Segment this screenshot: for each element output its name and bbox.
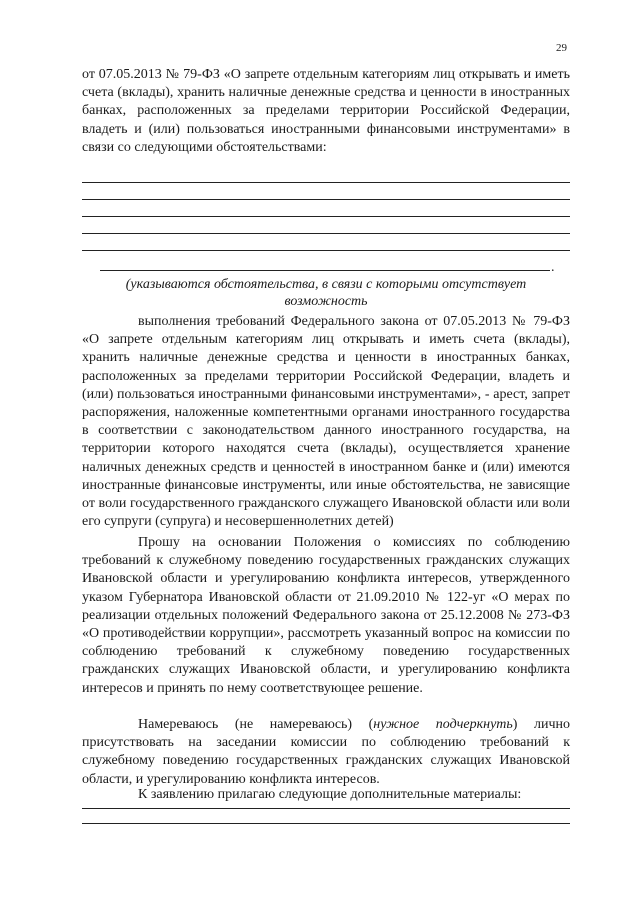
intro-paragraph: от 07.05.2013 № 79-ФЗ «О запрете отдельным категориям лиц открывать и иметь счета (вклады), хранить наличные денежные средства и ценности в иностранных банках, расположенных за пределами территории Российской Федерации, владеть и (или) пользоваться иностранными финансовыми инструментами» в связи со следующими обстоятельствами: <box>82 67 570 155</box>
main-paragraph: выполнения требований Федерального закона от 07.05.2013 № 79-ФЗ «О запрете отдельным категориям лиц открывать и иметь счета (вклады), хранить наличные денежные средства и ценности в иностранных банках, расположенных за пределами территории Российской Федерации, владеть и (или) пользоваться иностранными финансовыми инструментами», - арест, запрет распоряжения, наложенные компетентными органами иностранного государства в соответствии с законодательством данного иностранного государства, на территории которого находятся счета (вклады), осуществляется хранение наличных денежных средств и ценностей в иностранном банке и (или) имеются иностранные финансовые инструменты, или иные обстоятельства, не зависящие от воли государственного гражданского служащего Ивановской области или воли его супруги (супруга) и несовершеннолетних детей) <box>82 314 570 530</box>
intent-paragraph <box>82 716 570 789</box>
caption-dot: . <box>551 260 555 275</box>
blank-line-3 <box>82 216 570 217</box>
intent-paragraph-block <box>82 716 570 789</box>
blank-line-4 <box>82 233 570 234</box>
caption-line-2: возможность <box>284 294 368 309</box>
blank-line-6 <box>100 270 550 271</box>
caption-line-1: (указываются обстоятельства, в связи с которыми отсутствует <box>125 277 527 292</box>
blank-line-7 <box>82 808 570 809</box>
request-paragraph: Прошу на основании Положения о комиссиях по соблюдению требований к служебному поведению государственных гражданских служащих Ивановской области и урегулированию конфликта интересов, утвержденного указом Губернатора Ивановской области от 21.09.2010 № 122-уг «О мерах по реализации отдельных положений Федерального закона от 25.12.2008 № 273-ФЗ «О противодействии коррупции», рассмотреть указанный вопрос на комиссии по соблюдению требований к служебному поведению государственных гражданских служащих Ивановской области, и урегулированию конфликта интересов и принять по нему соответствующее решение. <box>82 535 570 696</box>
main-paragraph-block <box>82 313 570 531</box>
attachments-block <box>82 786 570 804</box>
intent-italic-note: нужное подчеркнуть <box>373 717 513 732</box>
blank-line-1 <box>82 182 570 183</box>
intent-text-before: Намереваюсь (не намереваюсь) ( <box>138 717 374 732</box>
attachments-text: К заявлению прилагаю следующие дополнительные материалы: <box>138 787 522 802</box>
blank-line-5 <box>82 250 570 251</box>
request-paragraph-block <box>82 534 570 698</box>
blank-line-2 <box>82 199 570 200</box>
blank-line-8 <box>82 823 570 824</box>
circumstances-caption <box>82 276 570 310</box>
intent-text-after: ) лично присутствовать на заседании комиссии по соблюдению требований к служебному поведению государственных гражданских служащих Ивановской области, и урегулированию конфликта интересов. <box>82 717 570 787</box>
page-number: 29 <box>556 42 567 54</box>
intro-paragraph-block <box>82 66 570 157</box>
